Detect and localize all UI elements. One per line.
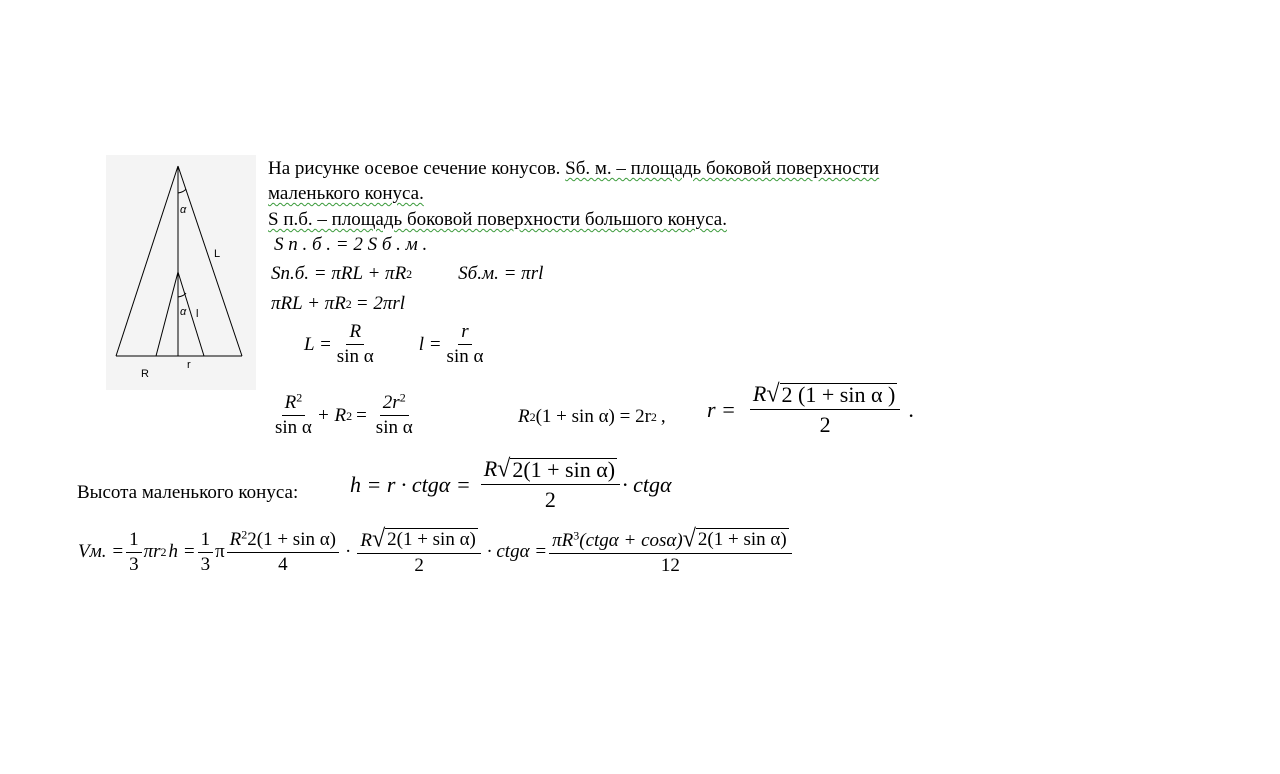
alpha-top-label: α (180, 204, 187, 216)
h-sqrt: √ 2(1 + sin α) (497, 455, 616, 483)
h-den: 2 (544, 487, 556, 512)
l-lhs: l = (418, 333, 442, 355)
v-f4-R: R (360, 530, 372, 551)
v-lhs: Vм. = (78, 541, 125, 562)
sub-mid: + R (316, 404, 347, 426)
equation-rhs: = 2πrl (355, 293, 406, 314)
formula-substitution: $\frac{R^2}{\text{sin α}}$ + R 2 = $\frac{2r^2}{\text{sin α}}$ (270, 392, 418, 439)
v-f4-den: 2 (414, 555, 424, 576)
v-f3-den: 4 (278, 553, 288, 575)
small-cone-definition-cont: маленького конуса. (268, 183, 424, 204)
r-den: 2 (819, 412, 831, 437)
r-sqrt-arg: 2 (1 + sin α ) (781, 382, 896, 407)
sub-den2: sin α (375, 417, 413, 438)
v-f5-a: πR (552, 530, 574, 551)
h-fraction (481, 455, 620, 514)
v-frac-5 (549, 527, 792, 577)
cone-diagram (106, 155, 256, 390)
formula-height (350, 455, 672, 514)
simp-comma: , (660, 406, 666, 427)
h-lhs: h = r · ctgα = (350, 471, 471, 497)
formula-area-relation-text: S п . б . = 2 S б . м . (274, 234, 428, 255)
big-cone-definition: S п.б. – площадь боковой поверхности большого конуса. (268, 209, 727, 230)
sub-num1-exp: 2 (296, 390, 303, 405)
L-den: sin α (336, 346, 374, 367)
intro-line-2 (268, 181, 424, 206)
intro-line-3 (268, 207, 727, 232)
small-slant-label-l: l (196, 308, 199, 320)
formula-area-relation (274, 234, 427, 256)
big-radius-label-R: R (141, 368, 149, 380)
v-frac-4 (357, 527, 481, 577)
height-label-text: Высота маленького конуса: (77, 482, 299, 503)
simp-a: R (518, 406, 530, 427)
formula-lateral-areas: Sп.б. = πRL + πR 2 Sб.м. = πrl (271, 263, 544, 284)
r-fraction (750, 380, 900, 439)
l-fraction (444, 321, 487, 368)
v-f5-exp: 3 (573, 528, 580, 543)
formula-slant-heights (304, 321, 488, 368)
small-cone-definition: Sб. м. – площадь боковой поверхности (565, 158, 880, 179)
L-lhs: L = (304, 333, 332, 355)
small-area-formula: Sб.м. = πrl (458, 263, 544, 284)
sub-fraction-2 (373, 392, 416, 439)
v-f5-sqrt-arg: 2(1 + sin α) (697, 529, 787, 550)
sub-den1: sin α (275, 417, 312, 438)
v-f2-num: 1 (198, 529, 214, 553)
l-num: r (458, 321, 471, 345)
sub-fraction-1 (272, 392, 315, 439)
r-num-R: R (752, 381, 767, 406)
r-lhs: r = (707, 396, 736, 422)
alpha-mid-label: α (180, 306, 187, 318)
v-f5-den: 12 (660, 555, 680, 576)
v-frac-2 (198, 529, 214, 576)
v-f1-den: 3 (129, 553, 139, 575)
sub-num2-exp: 2 (399, 390, 406, 405)
big-area-formula: Sп.б. = πRL + πR (271, 263, 407, 284)
sub-eq: = (356, 404, 367, 426)
height-label (77, 480, 298, 505)
v-f4-sqrt-arg: 2(1 + sin α) (387, 529, 476, 550)
h-num-R: R (483, 456, 498, 481)
v-frac-1 (126, 529, 142, 576)
formula-simplified: R 2 (1 + sin α) = 2r 2 , (518, 406, 666, 427)
v-f5-b: (ctgα + cosα) (579, 530, 683, 551)
v-dot1: · (345, 541, 352, 562)
r-dot: . (908, 396, 914, 422)
formula-small-radius (707, 380, 914, 439)
v-f3-num: 2(1 + sin α) (247, 528, 337, 550)
v-mid1b: h = (168, 541, 196, 562)
v-pi: π (215, 541, 225, 562)
intro-line-1 (268, 156, 879, 181)
v-f3-exp: 2 (241, 526, 248, 541)
v-frac-3 (227, 526, 339, 576)
v-f1-num: 1 (126, 529, 142, 553)
v-f3-R: R (229, 528, 242, 550)
l-den: sin α (446, 346, 484, 367)
L-fraction (334, 321, 377, 368)
v-f4-sqrt: √ 2(1 + sin α) (371, 525, 476, 553)
r-sqrt: √ 2 (1 + sin α ) (766, 380, 896, 408)
h-tail: · ctgα (622, 471, 672, 497)
small-radius-label-r: r (187, 359, 191, 371)
sub-num1: R (284, 392, 297, 413)
v-mid1: πr (143, 541, 161, 562)
formula-equation: πRL + πR 2 = 2πrl (271, 293, 406, 314)
v-f5-sqrt: √ 2(1 + sin α) (682, 525, 787, 553)
cone-section-figure (106, 155, 256, 390)
simp-b: (1 + sin α) = 2r (535, 406, 651, 427)
L-num: R (346, 321, 364, 345)
v-ctg: · ctgα = (486, 541, 548, 562)
figure-background (106, 155, 256, 390)
v-f2-den: 3 (200, 553, 211, 575)
intro-text: На рисунке осевое сечение конусов. (268, 158, 566, 179)
formula-volume: Vм. = $\frac{1}{3}$ πr 2 h = $\frac{1}{3}$ π $\frac{R^22(1 + \sin \alpha)}{4}$ · R √ 2(1 + sin α) 2 · ctgα = $\pi R^3(ctg\alpha + \cos\alpha)$ √ 2(1 + sin α) 12 (78, 527, 794, 577)
big-slant-label-L: L (214, 248, 221, 260)
sub-num2: 2r (382, 392, 400, 413)
h-sqrt-arg: 2(1 + sin α) (512, 457, 616, 482)
equation-lhs: πRL + πR (271, 293, 346, 314)
